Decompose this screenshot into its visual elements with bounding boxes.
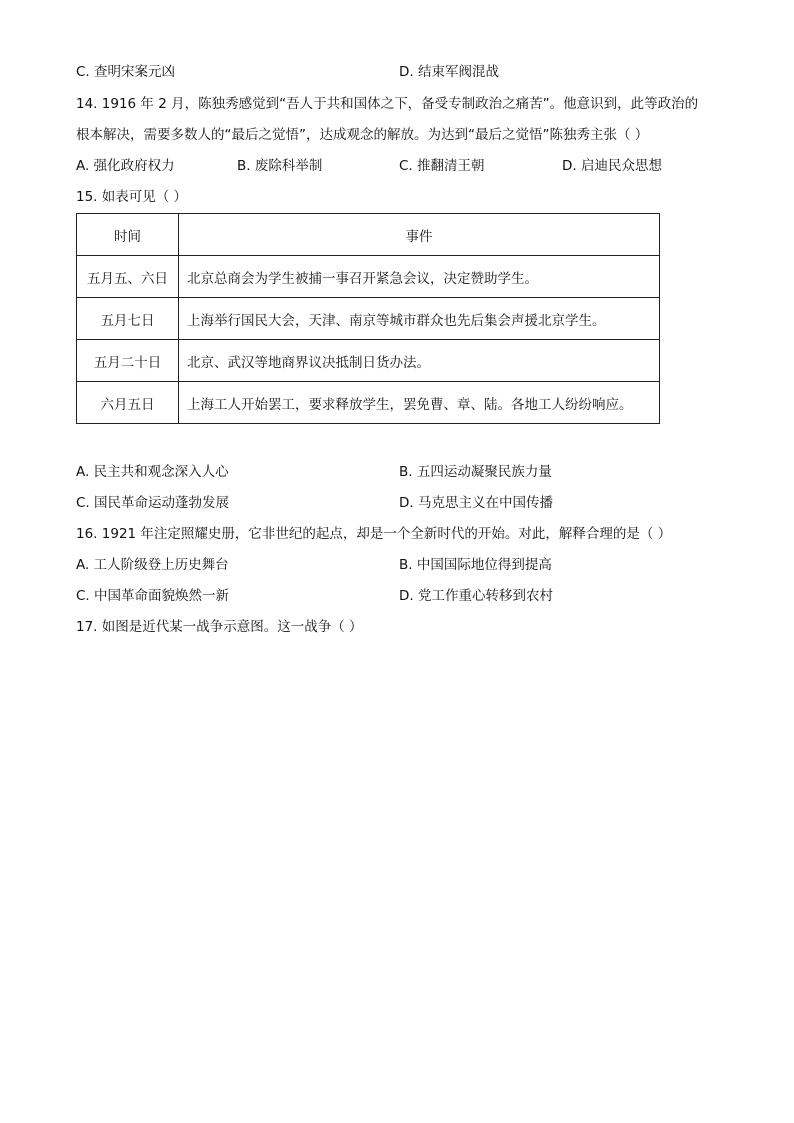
table-cell-time: 六月五日 bbox=[77, 382, 179, 424]
q14-option-a: A. 强化政府权力 bbox=[76, 158, 175, 174]
q16-option-a: A. 工人阶级登上历史舞台 bbox=[76, 557, 229, 573]
table-row bbox=[77, 340, 660, 382]
table-cell-time: 五月二十日 bbox=[77, 340, 179, 382]
q14-option-d: D. 启迪民众思想 bbox=[562, 158, 662, 174]
table-cell-time: 五月七日 bbox=[77, 298, 179, 340]
q14-stem-line1: 14. 1916 年 2 月，陈独秀感觉到“吾人于共和国体之下，备受专制政治之痛苦”。他意识到，此等政治的 bbox=[76, 96, 699, 112]
table-row bbox=[77, 256, 660, 298]
q16-option-c: C. 中国革命面貌焕然一新 bbox=[76, 588, 230, 604]
table-cell-event: 上海工人开始罢工，要求释放学生，罢免曹、章、陆。各地工人纷纷响应。 bbox=[179, 382, 660, 424]
table-header-time: 时间 bbox=[77, 214, 179, 256]
q15-option-b: B. 五四运动凝聚民族力量 bbox=[399, 464, 552, 480]
table-header-row bbox=[77, 214, 660, 256]
table-row bbox=[77, 382, 660, 424]
q14-option-b: B. 废除科举制 bbox=[237, 158, 323, 174]
q16-option-b: B. 中国国际地位得到提高 bbox=[399, 557, 552, 573]
q13-option-c: C. 查明宋案元凶 bbox=[76, 64, 176, 80]
q13-option-d: D. 结束军阀混战 bbox=[399, 64, 499, 80]
q15-stem: 15. 如表可见（ ） bbox=[76, 189, 188, 205]
q17-stem: 17. 如图是近代某一战争示意图。这一战争（ ） bbox=[76, 619, 363, 635]
table-row bbox=[77, 298, 660, 340]
q15-option-c: C. 国民革命运动蓬勃发展 bbox=[76, 495, 230, 511]
table-cell-event: 上海举行国民大会，天津、南京等城市群众也先后集会声援北京学生。 bbox=[179, 298, 660, 340]
table-cell-event: 北京总商会为学生被捕一事召开紧急会议，决定赞助学生。 bbox=[179, 256, 660, 298]
table-header-event: 事件 bbox=[179, 214, 660, 256]
table-cell-time: 五月五、六日 bbox=[77, 256, 179, 298]
q16-option-d: D. 党工作重心转移到农村 bbox=[399, 588, 553, 604]
table-cell-event: 北京、武汉等地商界议决抵制日货办法。 bbox=[179, 340, 660, 382]
q16-stem: 16. 1921 年注定照耀史册，它非世纪的起点，却是一个全新时代的开始。对此，解释合理的是（ ） bbox=[76, 526, 672, 542]
q15-option-a: A. 民主共和观念深入人心 bbox=[76, 464, 229, 480]
q15-option-d: D. 马克思主义在中国传播 bbox=[399, 495, 553, 511]
q14-option-c: C. 推翻清王朝 bbox=[399, 158, 485, 174]
events-table bbox=[76, 213, 660, 424]
q14-stem-line2: 根本解决，需要多数人的“最后之觉悟”，达成观念的解放。为达到“最后之觉悟”陈独秀主张（ ） bbox=[76, 127, 649, 143]
